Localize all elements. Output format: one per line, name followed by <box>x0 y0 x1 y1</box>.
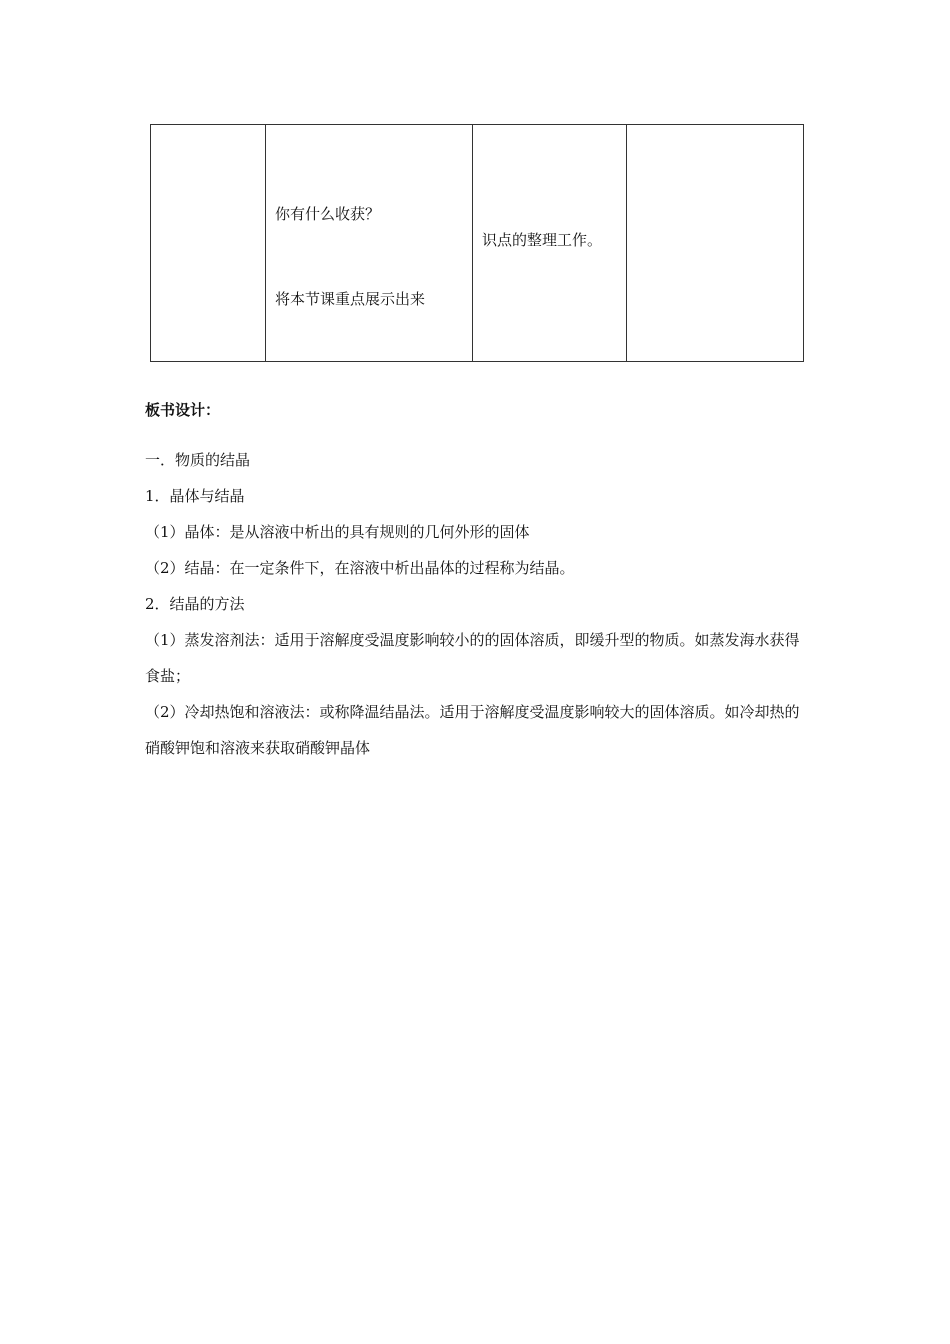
table-cell-1 <box>151 125 266 362</box>
board-line-7: （2）冷却热饱和溶液法：或称降温结晶法。适用于溶解度受温度影响较大的固体溶质。如冷却热的硝酸钾饱和溶液来获取硝酸钾晶体 <box>145 703 800 757</box>
table-cell-2 <box>266 125 473 362</box>
board-line-6: （1）蒸发溶剂法：适用于溶解度受温度影响较小的的固体溶质，即缓升型的物质。如蒸发海水获得食盐； <box>145 631 800 685</box>
board-line-4: （2）结晶：在一定条件下，在溶液中析出晶体的过程称为结晶。 <box>145 559 575 577</box>
table-cell-3 <box>473 125 627 362</box>
board-line-2: 1．晶体与结晶 <box>145 487 245 505</box>
lesson-table <box>150 124 804 362</box>
board-line-1: 一．物质的结晶 <box>145 451 251 469</box>
organize-knowledge: 识点的整理工作。 <box>482 231 603 249</box>
board-line-5: 2．结晶的方法 <box>145 595 245 613</box>
board-title: 板书设计： <box>145 401 221 419</box>
board-line-3: （1）晶体：是从溶液中析出的具有规则的几何外形的固体 <box>145 523 530 541</box>
show-key-points: 将本节课重点展示出来 <box>275 290 426 308</box>
table-row <box>151 125 804 362</box>
board-design-section <box>145 399 815 757</box>
table-cell-4 <box>627 125 804 362</box>
question-harvest: 你有什么收获？ <box>275 205 381 223</box>
